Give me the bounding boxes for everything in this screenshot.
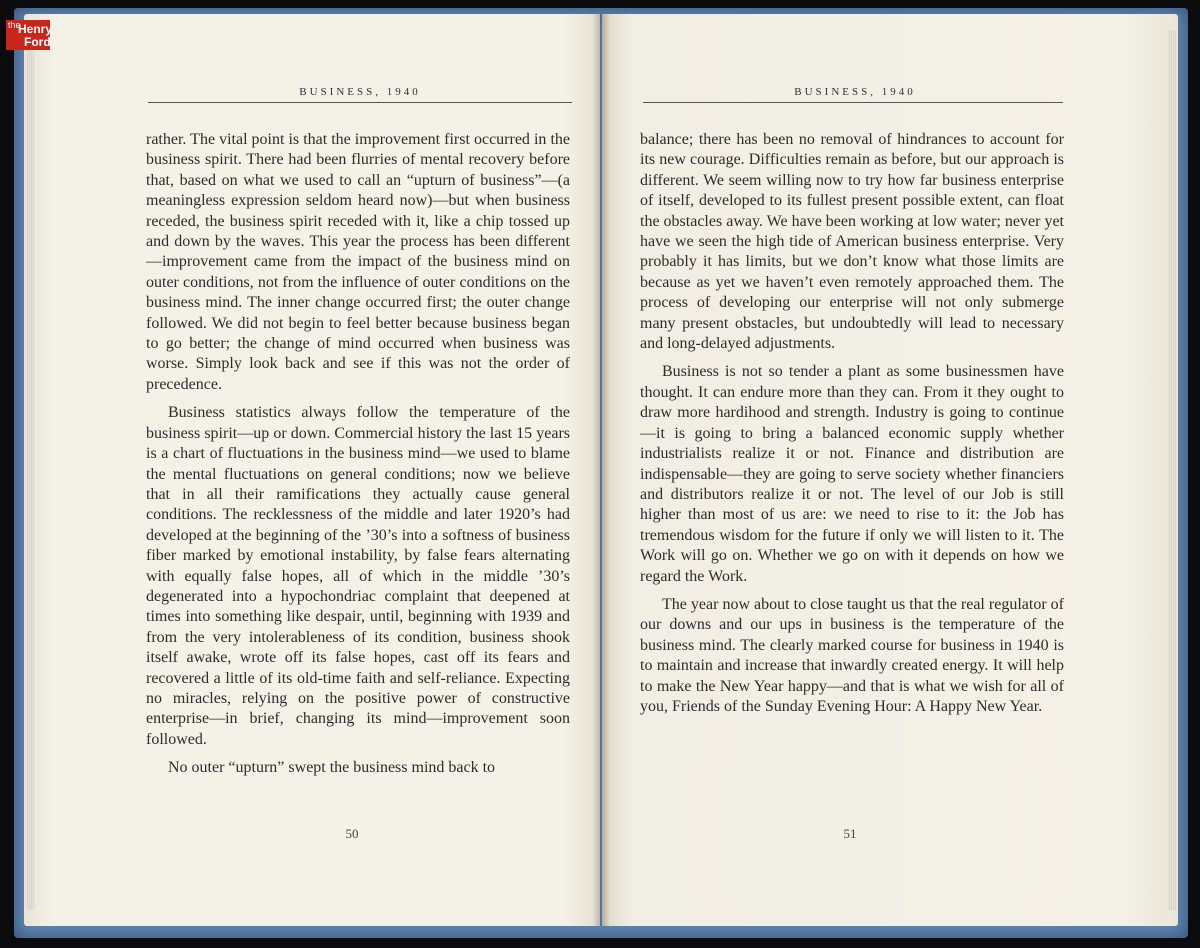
- left-page-edges: [26, 30, 34, 910]
- right-paragraph-1: balance; there has been no removal of hindrances to account for its new courage. Difficulties remain as before, but our approach is different. We seem willing now to try how far business enterprise of itself, developed to its fullest present possible extent, can float the obstacles away. We have been working at low water; never yet have we seen the high tide of American business enterprise. Very probably it has limits, but we don’t know what those limits are because as yet we haven’t even remotely approached them. The process of developing our enterprise will not only submerge many present obstacles, but undoubtedly will lead to necessary and long-delayed adjustments.: [640, 131, 1064, 353]
- right-page-edges: [1168, 30, 1176, 910]
- left-running-header: BUSINESS, 1940: [299, 86, 421, 98]
- right-paragraph-2: Business is not so tender a plant as some businessmen have thought. It can endure more than they can. From it they ought to draw more hardihood and strength. Industry is going to continue—it is going to bring a balanced economic supply whether industrialists realize it or not. Finance and distribution are indispensable—they are going to serve society whether financiers and distributors realize it or not. The level of our Job is still higher than most of us are: we need to rise to it: the Job has tremendous wisdom for the future if only we will listen to it. The Work will go on. Whether we go on with it depends on how we regard the Work.: [640, 363, 1064, 585]
- left-page-number: 50: [345, 826, 359, 841]
- left-paragraph-1: rather. The vital point is that the improvement first occurred in the business spirit. There had been flurries of mental recovery before that, based on what we used to call an “upturn of business”—(a meaningless expression seldom heard now)—but when business receded, the business spirit receded with it, like a chip tossed up and down by the waves. This year the process has been different—improvement came from the impact of the business mind on outer conditions, not from the influence of outer conditions on the business mind. The inner change occurred first; the outer change followed. We did not begin to feel better because business began to go better; the change of mind occurred when business was worse. Simply look back and see if this was not the order of precedence.: [146, 131, 570, 393]
- left-paragraph-2: Business statistics always follow the temperature of the business spirit—up or down. Commercial history the last 15 years is a chart of fluctuations in the business mind—we used to blame the mental fluctuations on general conditions; now we believe that in all their ramifications they actually cause general conditions. The recklessness of the middle and later 1920’s had developed at the beginning of the ’30’s into a softness of business fiber marked by emotional instability, by false fears alternating with equally false hopes, all of which in the middle ’30’s degenerated into a hypochondriac complaint that deepened at times into something like despair, until, beginning with 1939 and from the very intolerableness of its condition, business shook itself awake, wrote off its false hopes, cast off its fears and recovered a little of its old-time faith and self-reliance. Expecting no miracles, relying on the positive power of constructive enterprise—in brief, changing its mind—improvement soon followed.: [146, 404, 570, 748]
- left-page-text: [146, 130, 570, 779]
- right-page-number: 51: [843, 826, 857, 841]
- book-gutter: [592, 14, 610, 926]
- right-running-header: BUSINESS, 1940: [794, 86, 916, 98]
- logo-line1: Henry: [18, 22, 53, 36]
- right-header-rule: [643, 102, 1063, 103]
- right-page-text: [640, 130, 1064, 717]
- henry-ford-logo: [6, 20, 53, 50]
- left-header-rule: [148, 102, 572, 103]
- logo-line2: Ford: [24, 35, 51, 49]
- logo-the: the: [8, 20, 21, 30]
- right-paragraph-3: The year now about to close taught us that the real regulator of our downs and our ups in business is the temperature of the business mind. The clearly marked course for business in 1940 is to maintain and increase that inwardly created energy. It will help to make the New Year happy—and that is what we wish for all of you, Friends of the Sunday Evening Hour: A Happy New Year.: [640, 595, 1064, 715]
- left-paragraph-3: No outer “upturn” swept the business mind back to: [168, 759, 496, 777]
